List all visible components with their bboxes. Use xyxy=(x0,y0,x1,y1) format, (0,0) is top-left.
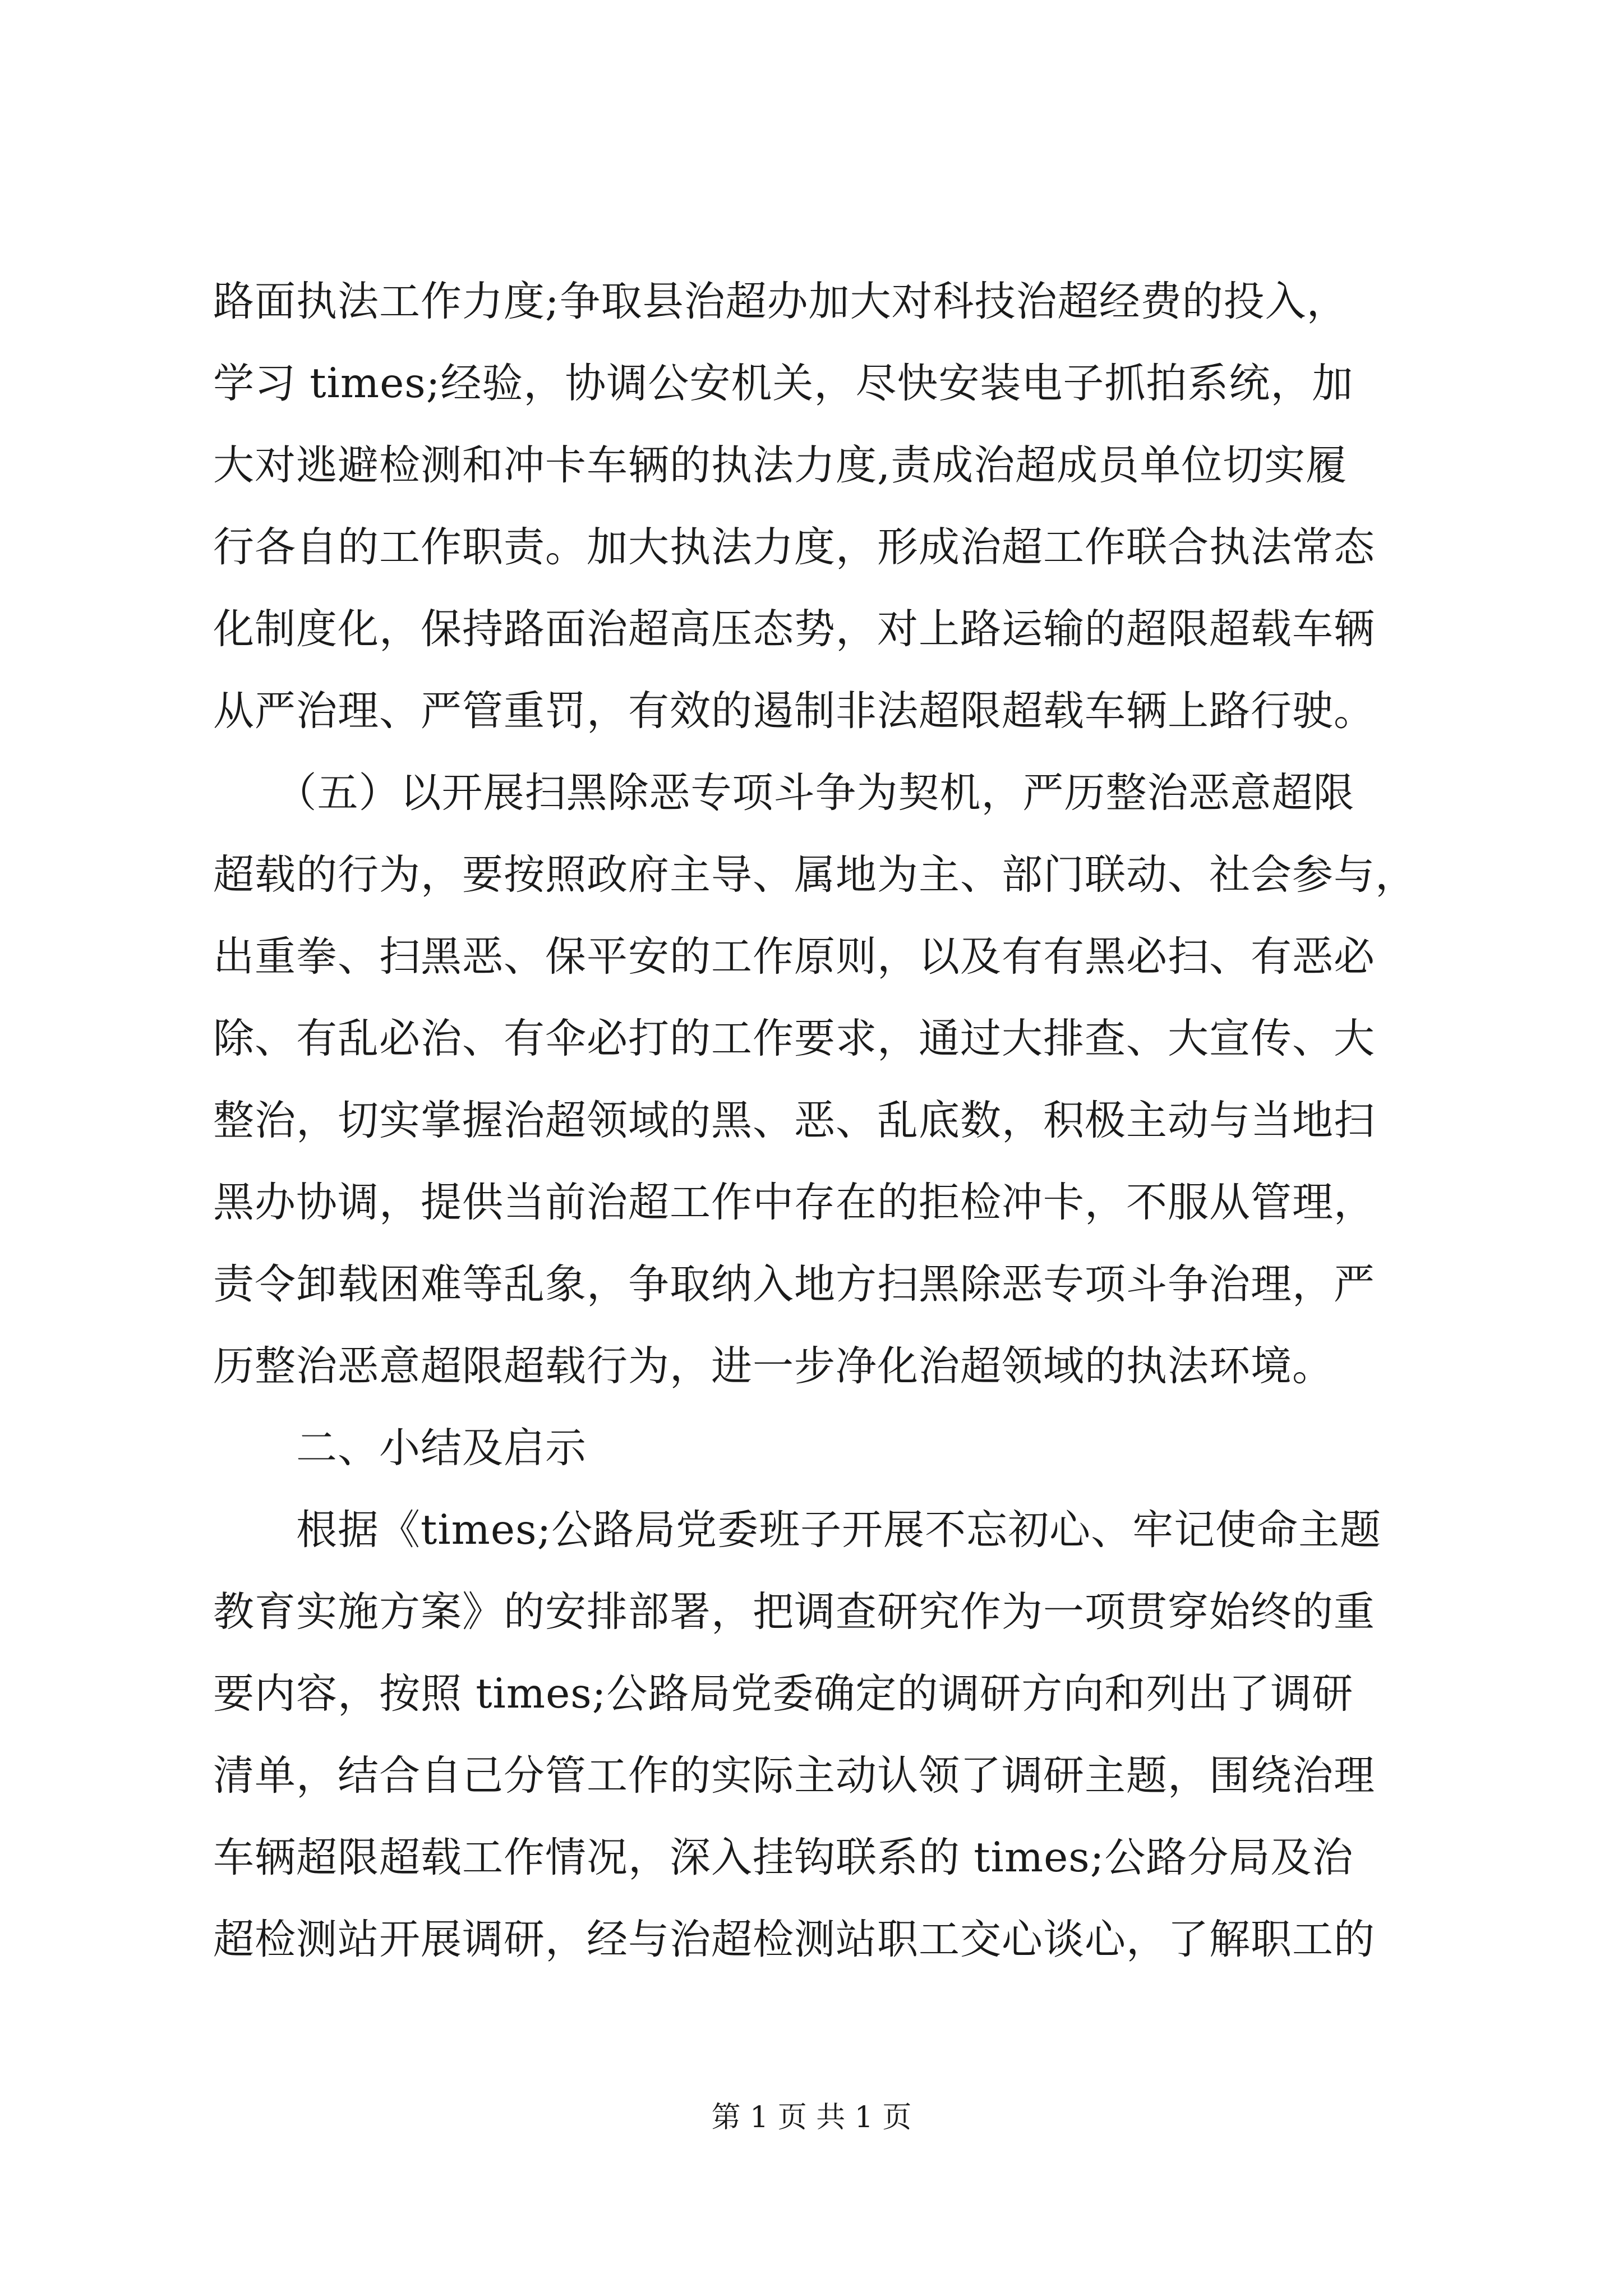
text-line: 清单，结合自己分管工作的实际主动认领了调研主题，围绕治理 xyxy=(213,1752,1375,1800)
text-line: 出重拳、扫黑恶、保平安的工作原则，以及有有黑必扫、有恶必 xyxy=(213,933,1375,981)
text-line: 学习 times;经验，协调公安机关，尽快安装电子抓拍系统，加 xyxy=(213,360,1354,407)
document-body xyxy=(213,261,1436,1981)
text-line: 车辆超限超载工作情况，深入挂钩联系的 times;公路分局及治 xyxy=(213,1834,1354,1881)
text-line: 教育实施方案》的安排部署，把调查研究作为一项贯穿始终的重 xyxy=(213,1588,1375,1636)
section-heading: 二、小结及启示 xyxy=(213,1424,587,1472)
text-line: 路面执法工作力度;争取县治超办加大对科技治超经费的投入， xyxy=(213,278,1348,325)
text-line: 历整治恶意超限超载行为，进一步净化治超领域的执法环境。 xyxy=(213,1342,1334,1390)
text-line: 整治，切实掌握治超领域的黑、恶、乱底数，积极主动与当地扫 xyxy=(213,1097,1375,1144)
page-number-label: 第 1 页 共 1 页 xyxy=(711,2101,912,2134)
text-line: 大对逃避检测和冲卡车辆的执法力度,责成治超成员单位切实履 xyxy=(213,441,1348,489)
text-line: 超检测站开展调研，经与治超检测站职工交心谈心，了解职工的 xyxy=(213,1916,1375,1963)
text-line: 除、有乱必治、有伞必打的工作要求，通过大排查、大宣传、大 xyxy=(213,1015,1375,1062)
page-footer xyxy=(0,2095,1623,2140)
text-line: （五）以开展扫黑除恶专项斗争为契机，严历整治恶意超限 xyxy=(213,769,1355,817)
text-line: 超载的行为，要按照政府主导、属地为主、部门联动、社会参与， xyxy=(213,851,1417,899)
text-line: 行各自的工作职责。加大执法力度，形成治超工作联合执法常态 xyxy=(213,523,1375,571)
text-line: 化制度化，保持路面治超高压态势，对上路运输的超限超载车辆 xyxy=(213,605,1375,653)
text-line: 黑办协调，提供当前治超工作中存在的拒检冲卡，不服从管理， xyxy=(213,1179,1375,1226)
text-line: 根据《times;公路局党委班子开展不忘初心、牢记使命主题 xyxy=(213,1506,1382,1554)
text-line: 从严治理、严管重罚，有效的遏制非法超限超载车辆上路行驶。 xyxy=(213,687,1375,735)
text-line: 要内容，按照 times;公路局党委确定的调研方向和列出了调研 xyxy=(213,1670,1354,1718)
text-line: 责令卸载困难等乱象，争取纳入地方扫黑除恶专项斗争治理，严 xyxy=(213,1260,1375,1308)
